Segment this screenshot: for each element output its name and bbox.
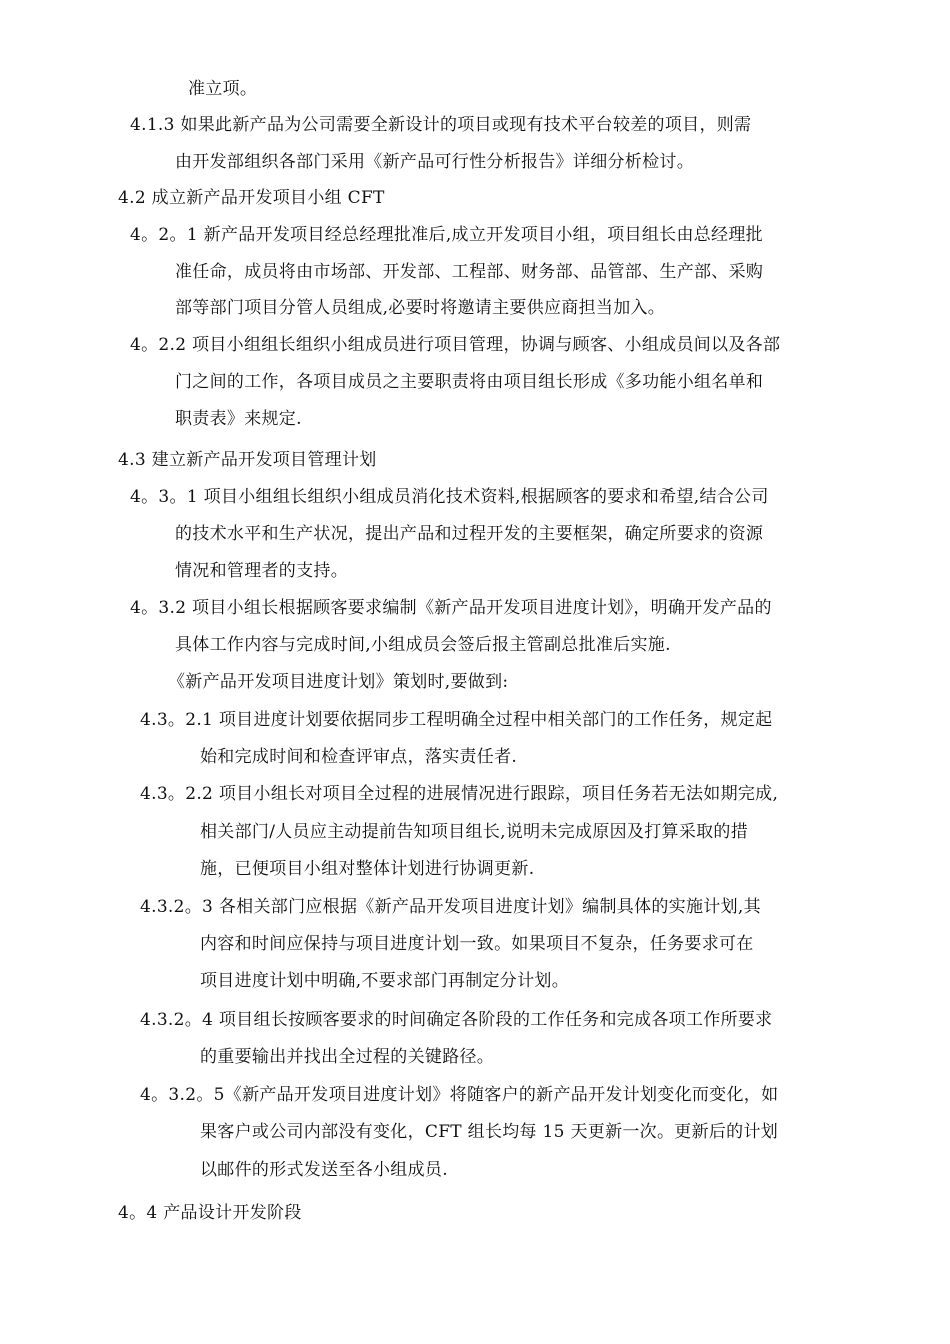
text-line: 4.3.2。3 各相关部门应根据《新产品开发项目进度计划》编制具体的实施计划,其 [140,897,761,917]
text-line: 由开发部组织各部门采用《新产品可行性分析报告》详细分析检讨。 [175,152,694,172]
text-line: 部等部门项目分管人员组成,必要时将邀请主要供应商担当加入。 [175,298,666,318]
text-line: 始和完成时间和检查评审点，落实责任者. [200,747,518,767]
text-line: 4。3.2。5《新产品开发项目进度计划》将随客户的新产品开发计划变化而变化，如 [140,1085,779,1105]
text-line: 4。3。1 项目小组组长组织小组成员消化技术资料,根据顾客的要求和希望,结合公司 [130,487,769,507]
text-line: 相关部门/人员应主动提前告知项目组长,说明未完成原因及打算采取的措 [200,822,749,842]
text-line: 果客户或公司内部没有变化，CFT 组长均每 15 天更新一次。更新后的计划 [200,1122,779,1142]
text-line: 具体工作内容与完成时间,小组成员会签后报主管副总批准后实施. [175,635,671,655]
text-line: 的技术水平和生产状况，提出产品和过程开发的主要框架，确定所要求的资源 [175,524,764,544]
text-line: 的重要输出并找出全过程的关键路径。 [200,1047,495,1067]
text-line: 4.1.3 如果此新产品为公司需要全新设计的项目或现有技术平台较差的项目，则需 [130,115,752,135]
text-line: 职责表》来规定. [175,409,302,429]
text-line: 4.3。2.2 项目小组长对项目全过程的进展情况进行跟踪，项目任务若无法如期完成, [140,784,779,804]
text-line: 以邮件的形式发送至各小组成员. [200,1160,448,1180]
section-heading: 4。4 产品设计开发阶段 [118,1203,302,1223]
text-line: 施，已便项目小组对整体计划进行协调更新. [200,859,535,879]
text-line: 项目进度计划中明确,不要求部门再制定分计划。 [200,971,570,991]
section-heading: 4.3 建立新产品开发项目管理计划 [118,450,377,470]
text-line: 4.3.2。4 项目组长按顾客要求的时间确定各阶段的工作任务和完成各项工作所要求 [140,1010,773,1030]
text-line: 门之间的工作，各项目成员之主要职责将由项目组长形成《多功能小组名单和 [175,372,764,392]
text-line: 4。2。1 新产品开发项目经总经理批准后,成立开发项目小组，项目组长由总经理批 [130,225,763,245]
text-line: 准任命，成员将由市场部、开发部、工程部、财务部、品管部、生产部、采购 [175,262,764,282]
text-line: 内容和时间应保持与项目进度计划一致。如果项目不复杂，任务要求可在 [200,934,754,954]
text-line: 情况和管理者的支持。 [175,561,348,581]
section-heading: 4.2 成立新产品开发项目小组 CFT [118,188,385,208]
text-line: 4。3.2 项目小组长根据顾客要求编制《新产品开发项目进度计划》，明确开发产品的 [130,598,772,618]
text-line: 4.3。2.1 项目进度计划要依据同步工程明确全过程中相关部门的工作任务，规定起 [140,710,773,730]
text-line: 《新产品开发项目进度计划》策划时,要做到: [168,672,509,692]
text-line: 准立项。 [188,79,258,99]
text-line: 4。2.2 项目小组组长组织小组成员进行项目管理，协调与顾客、小组成员间以及各部 [130,335,781,355]
